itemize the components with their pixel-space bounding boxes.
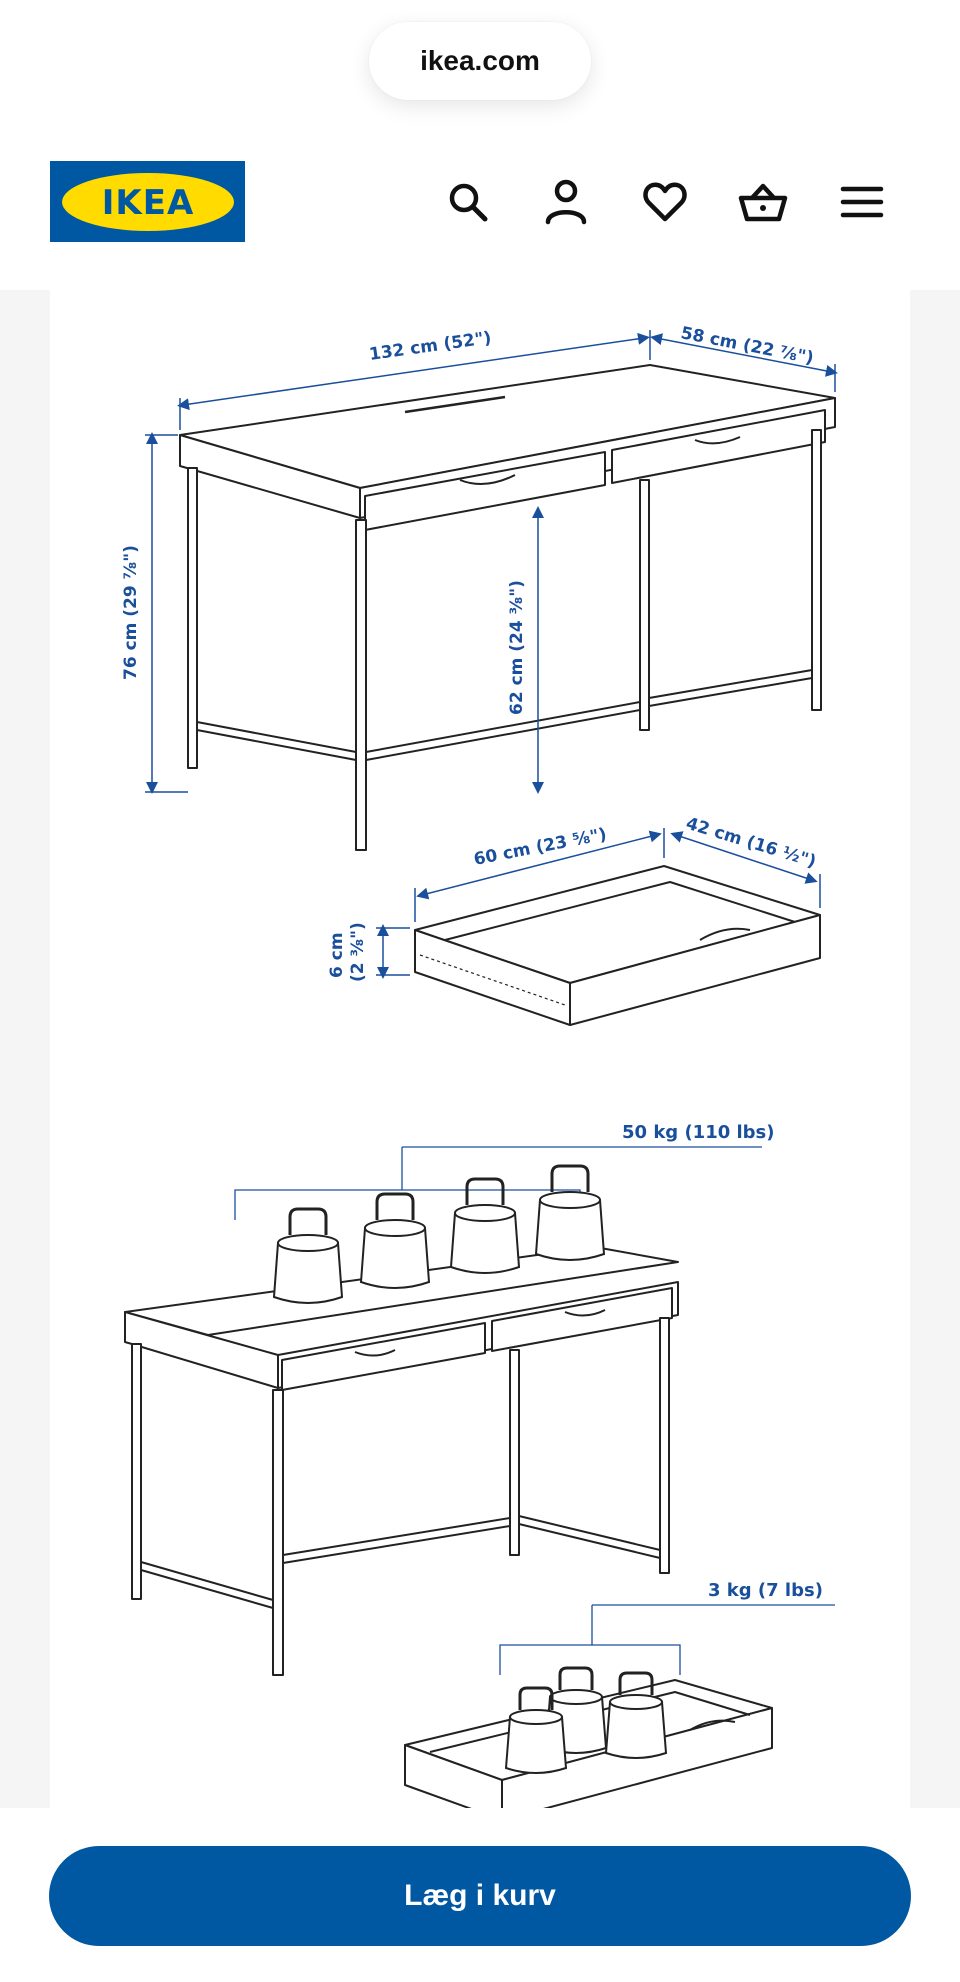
basket-icon xyxy=(738,180,788,224)
menu-icon xyxy=(840,184,884,220)
ikea-logo[interactable] xyxy=(50,161,245,242)
basket-button[interactable] xyxy=(735,174,791,230)
drawer-drawing xyxy=(415,866,820,1025)
product-image-gallery[interactable] xyxy=(0,290,960,1808)
heart-icon xyxy=(642,181,688,223)
desk-dimension-drawing xyxy=(50,290,910,1808)
url-text: ikea.com xyxy=(420,45,540,76)
drawer-load-label: 3 kg (7 lbs) xyxy=(708,1580,823,1601)
load-desk-drawing xyxy=(125,1247,678,1675)
clearance-label: 62 cm (24 ⅜") xyxy=(507,580,527,715)
add-to-cart-button[interactable]: Læg i kurv xyxy=(49,1846,911,1946)
menu-button[interactable] xyxy=(834,174,890,230)
bottom-action-bar xyxy=(0,1808,960,1982)
drawer-height-in-label: (2 ⅜") xyxy=(348,922,368,982)
logo-text: IKEA xyxy=(101,182,194,223)
tabletop-load-label: 50 kg (110 lbs) xyxy=(622,1122,775,1143)
favourites-button[interactable] xyxy=(637,174,693,230)
product-dimension-image[interactable] xyxy=(50,290,910,1808)
drawer-depth-label: 42 cm (16 ½") xyxy=(683,813,819,873)
drawer-height-cm-label: 6 cm xyxy=(327,932,347,978)
depth-label: 58 cm (22 ⅞") xyxy=(679,323,816,369)
account-button[interactable] xyxy=(538,174,594,230)
drawer-width-label: 60 cm (23 ⅝") xyxy=(472,824,609,870)
ikea-logo-mark xyxy=(59,170,237,234)
search-icon xyxy=(446,180,490,224)
search-button[interactable] xyxy=(440,174,496,230)
width-label: 132 cm (52") xyxy=(367,328,493,365)
account-icon xyxy=(544,179,588,225)
url-bar[interactable] xyxy=(369,22,591,100)
site-header xyxy=(0,150,960,290)
height-label: 76 cm (29 ⅞") xyxy=(121,545,141,680)
